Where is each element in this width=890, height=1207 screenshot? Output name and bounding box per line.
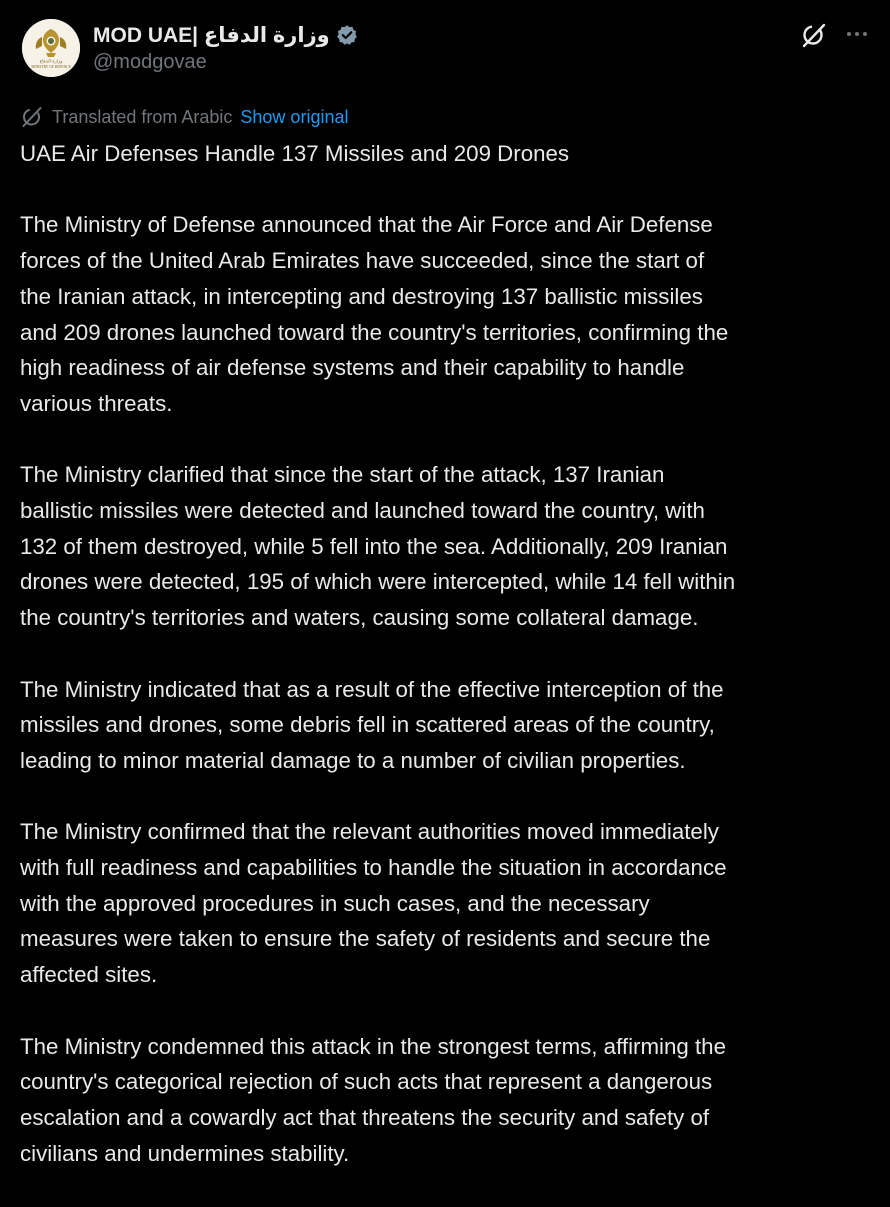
tweet-line: missiles and drones, some debris fell in scattered areas of the country, — [20, 712, 715, 738]
author-display-name[interactable]: وزارة الدفاع |MOD UAE — [93, 23, 330, 47]
mod-emblem-icon — [22, 19, 80, 77]
author-handle[interactable]: @modgovae — [93, 51, 207, 73]
tweet-line: escalation and a cowardly act that threatens the security and safety of — [20, 1104, 710, 1130]
tweet-line: The Ministry clarified that since the start of the attack, 137 Iranian — [20, 462, 665, 488]
tweet-line: the Iranian attack, in intercepting and destroying 137 ballistic missiles — [20, 283, 703, 309]
tweet-line: The Ministry confirmed that the relevant authorities moved immediately — [20, 819, 719, 845]
tweet-paragraph — [20, 1029, 882, 1172]
show-original-link[interactable]: Show original — [240, 106, 349, 127]
verified-badge-icon[interactable] — [336, 24, 358, 46]
tweet-line: affected sites. — [20, 962, 158, 988]
tweet-line: with the approved procedures in such cases, and the necessary — [20, 890, 650, 916]
avatar-caption: MINISTRY OF DEFENCE — [31, 65, 71, 69]
tweet-line: country's categorical rejection of such acts that represent a dangerous — [20, 1069, 713, 1095]
tweet-line: various threats. — [20, 390, 173, 416]
avatar-arabic-text: وزارة الدفاع — [39, 59, 63, 65]
tweet-line: The Ministry condemned this attack in the strongest terms, affirming the — [20, 1033, 726, 1059]
tweet-paragraph — [20, 457, 882, 636]
translate-icon — [20, 105, 44, 129]
tweet-paragraph — [20, 672, 882, 779]
tweet-line: The Ministry of Defense announced that the Air Force and Air Defense — [20, 212, 713, 238]
tweet-line: civilians and undermines stability. — [20, 1140, 350, 1166]
tweet-paragraph — [20, 814, 882, 993]
tweet-paragraph — [20, 207, 882, 421]
tweet-line: high readiness of air defense systems and their capability to handle — [20, 355, 685, 381]
translated-from-label: Translated from Arabic — [52, 106, 233, 127]
grok-icon[interactable] — [800, 21, 828, 49]
avatar[interactable] — [22, 19, 80, 77]
tweet-line: measures were taken to ensure the safety of residents and secure the — [20, 926, 711, 952]
tweet-line: leading to minor material damage to a number of civilian properties. — [20, 747, 686, 773]
more-options-icon[interactable] — [843, 22, 871, 46]
tweet-line: The Ministry indicated that as a result of the effective interception of the — [20, 676, 724, 702]
translation-notice — [20, 104, 348, 130]
tweet-line: 132 of them destroyed, while 5 fell into the sea. Additionally, 209 Iranian — [20, 533, 728, 559]
tweet-line: the country's territories and waters, causing some collateral damage. — [20, 605, 699, 631]
tweet-line: forces of the United Arab Emirates have succeeded, since the start of — [20, 248, 705, 274]
tweet-title: UAE Air Defenses Handle 137 Missiles and 209 Drones — [20, 141, 570, 166]
tweet-line: ballistic missiles were detected and launched toward the country, with — [20, 498, 705, 523]
author-name-row — [93, 19, 358, 51]
tweet-line: with full readiness and capabilities to handle the situation in accordance — [20, 855, 727, 880]
tweet-body — [20, 136, 882, 1207]
tweet-line: and 209 drones launched toward the country's territories, confirming the — [20, 319, 729, 345]
tweet-line: drones were detected, 195 of which were intercepted, while 14 fell within — [20, 569, 736, 595]
